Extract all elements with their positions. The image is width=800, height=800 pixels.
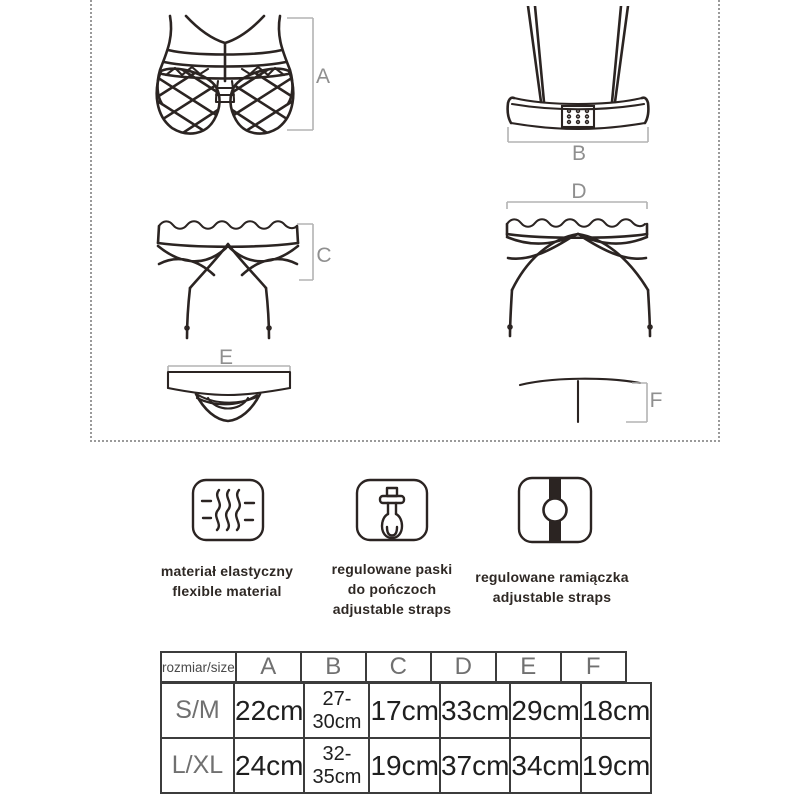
panties-back-diagram xyxy=(512,370,662,428)
feature-caption-garter-straps xyxy=(315,559,469,619)
caption-line: adjustable straps xyxy=(332,601,452,617)
value-cell: 19cm xyxy=(369,738,439,793)
size-table-header xyxy=(160,651,627,683)
column-header-f: F xyxy=(561,652,626,682)
feature-caption-shoulder-straps xyxy=(460,567,644,607)
column-header-d: D xyxy=(431,652,496,682)
table-row-sm xyxy=(161,683,651,738)
feature-caption-elastic xyxy=(140,561,314,601)
caption-line: flexible material xyxy=(172,583,282,599)
bra-back-diagram xyxy=(498,6,658,148)
caption-line: regulowane paski xyxy=(331,561,453,577)
measure-label-a: A xyxy=(315,65,330,88)
caption-line: do pończoch xyxy=(347,581,437,597)
value-cell: 37cm xyxy=(440,738,510,793)
corner-cell: rozmiar/size xyxy=(161,652,236,682)
caption-line: materiał elastyczny xyxy=(160,563,294,579)
column-header-b: B xyxy=(301,652,366,682)
value-cell: 29cm xyxy=(510,683,580,738)
measure-label-b: B xyxy=(571,142,586,165)
caption-line: adjustable straps xyxy=(492,589,612,605)
column-header-a: A xyxy=(236,652,301,682)
value-cell: 18cm xyxy=(581,683,651,738)
table-header-row xyxy=(161,652,626,682)
strap-ring-icon xyxy=(516,475,594,545)
value-cell: 19cm xyxy=(581,738,651,793)
caption-line: regulowane ramiączka xyxy=(475,569,629,585)
column-header-c: C xyxy=(366,652,431,682)
measure-label-e: E xyxy=(218,346,233,369)
measure-label-d: D xyxy=(571,180,587,203)
value-cell: 24cm xyxy=(234,738,304,793)
value-cell: 33cm xyxy=(440,683,510,738)
garter-belt-back-diagram xyxy=(498,182,663,342)
value-cell: 27-30cm xyxy=(304,683,369,738)
table-row-lxl xyxy=(161,738,651,793)
measure-label-c: C xyxy=(316,244,332,267)
elastic-waves-icon xyxy=(190,477,266,543)
size-cell: S/M xyxy=(161,683,234,738)
bra-front-diagram xyxy=(148,4,323,144)
column-header-e: E xyxy=(496,652,561,682)
size-table-body xyxy=(160,682,652,794)
value-cell: 34cm xyxy=(510,738,580,793)
measure-label-f: F xyxy=(649,389,663,412)
value-cell: 17cm xyxy=(369,683,439,738)
size-cell: L/XL xyxy=(161,738,234,793)
value-cell: 22cm xyxy=(234,683,304,738)
garter-belt-front-diagram xyxy=(150,218,325,348)
garter-clip-icon xyxy=(354,477,430,543)
value-cell: 32-35cm xyxy=(304,738,369,793)
